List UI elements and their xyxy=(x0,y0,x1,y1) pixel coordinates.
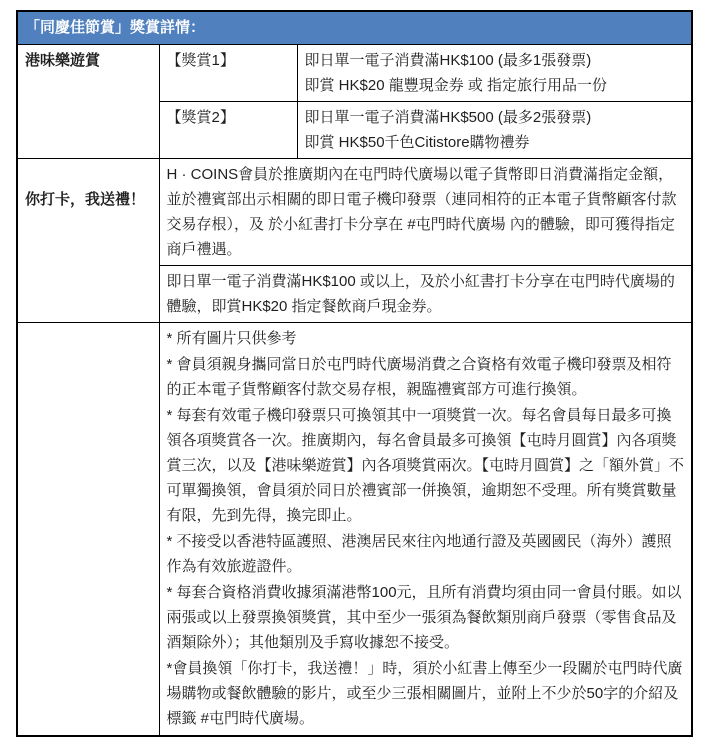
header-row xyxy=(17,11,692,45)
promo-details-table xyxy=(16,10,693,737)
table-title: 「同慶佳節賞」獎賞詳情： xyxy=(17,11,692,45)
reward-1-condition: 即日單一電子消費滿HK$100 (最多1張發票) xyxy=(304,52,592,69)
reward-1-description xyxy=(297,45,692,102)
reward-2-description xyxy=(297,102,692,159)
checkin-reward-cell xyxy=(159,266,692,323)
reward-row-1 xyxy=(17,45,692,102)
terms-paragraph: * 會員須親身攜同當日於屯門時代廣場消費之合資格有效電子機印發票及相符的正本電子貨幣顧客付款交易存根，親臨禮賓部方可進行換領。 xyxy=(166,356,672,398)
checkin-description-cell xyxy=(159,159,692,266)
section-label-checkin: 你打卡，我送禮！ xyxy=(17,159,159,323)
terms-paragraph: * 每套有效電子機印發票只可換領其中一項獎賞一次。每名會員每日最多可換領各項獎賞各一次。推廣期內，每名會員最多可換領【屯時月圓賞】內各項獎賞三次，以及【港味樂遊賞】內各項獎賞兩次。【屯時月圓賞】之「額外賞」不可單獨換領，會員須於同日於禮賓部一併換領，逾期恕不受理。所有獎賞數量有限，先到先得，換完即止。 xyxy=(166,407,685,524)
terms-paragraph: * 不接受以香港特區護照、港澳居民來往內地通行證及英國國民（海外）護照作為有效旅遊證件。 xyxy=(166,533,672,575)
checkin-row-1 xyxy=(17,159,692,266)
reward-1-label: 【獎賞1】 xyxy=(159,45,297,102)
reward-1-prize: 即賞 HK$20 龍豐現金券 或 指定旅行用品一份 xyxy=(304,77,608,94)
section-label-hk-travel: 港味樂遊賞 xyxy=(17,45,159,159)
checkin-paragraph-2: 即日單一電子消費滿HK$100 或以上，及於小紅書打卡分享在屯門時代廣場的體驗，即賞HK$20 指定餐飲商戶現金券。 xyxy=(166,273,675,315)
terms-paragraph: * 每套合資格消費收據須滿港幣100元，且所有消費均須由同一會員付賬。如以兩張或以上發票換領獎賞，其中至少一張須為餐飲類別商戶發票（零售食品及酒類除外）；其他類別及手寫收據恕不接受。 xyxy=(166,584,682,651)
terms-paragraph: *會員換領「你打卡，我送禮！」時，須於小紅書上傳至少一段關於屯門時代廣場購物或餐飲體驗的影片，或至少三張相關圖片，並附上不少於50字的介紹及標籤 #屯門時代廣場。 xyxy=(166,660,683,727)
checkin-paragraph-1: H · COINS會員於推廣期內在屯門時代廣場以電子貨幣即日消費滿指定金額，並於禮賓部出示相關的即日電子機印發票（連同相符的正本電子貨幣顧客付款交易存根），及 於小紅書打卡分享在 #屯門時代廣場 內的體驗，即可獲得指定商戶禮遇。 xyxy=(166,166,677,258)
reward-2-label: 【獎賞2】 xyxy=(159,102,297,159)
reward-2-condition: 即日單一電子消費滿HK$500 (最多2張發票) xyxy=(304,109,592,126)
terms-cell xyxy=(159,323,692,737)
reward-2-prize: 即賞 HK$50千色Citistore購物禮券 xyxy=(304,134,530,151)
terms-row xyxy=(17,323,692,737)
terms-paragraph: * 所有圖片只供參考 xyxy=(166,330,297,347)
terms-left-empty-cell xyxy=(17,323,159,737)
